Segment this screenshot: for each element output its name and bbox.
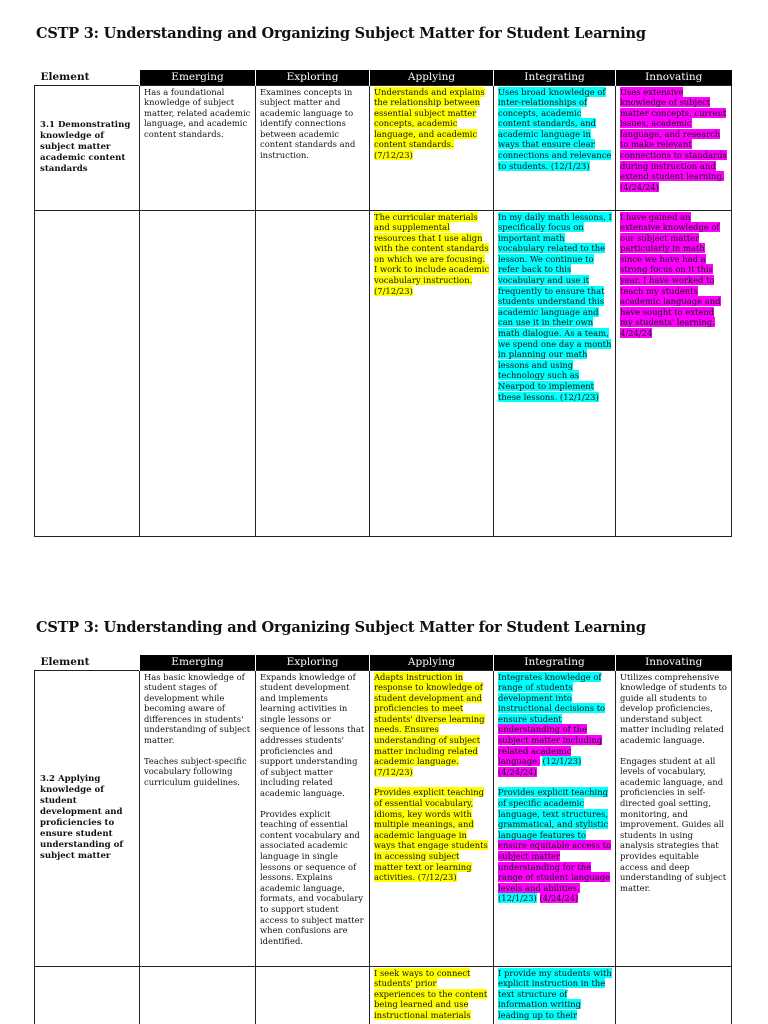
element-label: 3.2 Applying knowledge of student development and proficiencies to ensure student understanding of subject matter xyxy=(35,670,140,966)
header-applying: Applying xyxy=(370,70,494,85)
empty-cell xyxy=(35,210,140,536)
header-emerging: Emerging xyxy=(140,70,256,85)
header-integrating: Integrating xyxy=(494,655,616,670)
highlighted-text: Uses broad knowledge of inter-relationships of concepts, academic content standards, and academic language in ways that ensure clear connections and relevance to students. (12/1/23) xyxy=(498,86,612,171)
cell-paragraph: Engages student at all levels of vocabulary, academic language, and proficiencies in self-directed goal setting, monitoring, and improvement. Guides all students in using analysis strategies that provides equitable access and deep understanding of subject matter. xyxy=(620,755,727,893)
highlighted-text: Provides explicit teaching of essential vocabulary, idioms, key words with multiple meanings, and academic language in ways that engage students in accessing subject matter text or learning activities. (7/12/23) xyxy=(374,787,488,883)
page-1-section xyxy=(34,25,732,402)
page-title: CSTP 3: Understanding and Organizing Subject Matter for Student Learning xyxy=(36,619,646,636)
rubric-table xyxy=(34,655,732,1024)
highlighted-text: In my daily math lessons, I specifically focus on important math vocabulary related to the lesson. We continue to refer back to this vocabulary and use it frequently to ensure that students understand this academic language and can use it in their own math dialogue. As a team, we spend one day a month in planning our math lessons and using technology such as Nearpod to implement these lessons. (12/1/23) xyxy=(498,211,612,402)
empty-cell xyxy=(616,966,732,1024)
highlighted-text: Adapts instruction in response to knowledge of student development and proficiencies to meet students' diverse learning needs. Ensures understanding of subject matter including related academic language. (7/12/23) xyxy=(374,671,485,777)
table-row xyxy=(35,670,732,966)
empty-cell xyxy=(256,210,370,536)
integrating-cell xyxy=(494,670,616,966)
element-label: 3.1 Demonstrating knowledge of subject matter academic content standards xyxy=(35,85,140,210)
empty-cell xyxy=(35,966,140,1024)
cell-paragraph: Provides explicit teaching of essential content vocabulary and associated academic language in single lessons or sequence of lessons. Explains academic language, formats, and vocabulary to support student access to subject matter when confusions are identified. xyxy=(260,808,364,946)
cell-paragraph xyxy=(374,787,490,882)
cell-paragraph xyxy=(498,672,612,778)
applying-cell xyxy=(370,670,494,966)
date-highlight: (12/1/23) xyxy=(542,756,582,767)
empty-cell xyxy=(140,966,256,1024)
empty-cell xyxy=(256,966,370,1024)
applying-cell xyxy=(370,210,494,536)
header-element: Element xyxy=(35,655,140,670)
rubric-table xyxy=(34,70,732,537)
date-highlight: (12/1/23) xyxy=(498,893,537,904)
highlighted-text: understanding of the subject matter including related academic language. xyxy=(498,724,603,767)
header-element: Element xyxy=(35,70,140,85)
date-highlight: (4/24/24) xyxy=(539,893,579,904)
header-row xyxy=(35,655,732,670)
empty-cell xyxy=(140,210,256,536)
header-integrating: Integrating xyxy=(494,70,616,85)
applying-cell xyxy=(370,85,494,210)
header-row xyxy=(35,70,732,85)
cell-paragraph: Expands knowledge of student development and implements learning activities in single lessons or sequence of lessons that addresses students' proficiencies and support understanding of subject matter including related academic language. xyxy=(260,671,365,799)
highlighted-text: I seek ways to connect students' prior experiences to the content being learned and use instructional materials xyxy=(374,967,488,1020)
integrating-cell xyxy=(494,210,616,536)
cell-paragraph: Has basic knowledge of student stages of development while becoming aware of differences in students' understanding of subject matter. xyxy=(144,671,251,746)
header-exploring: Exploring xyxy=(256,70,370,85)
emerging-cell: Has a foundational knowledge of subject matter, related academic language, and academic content standards. xyxy=(140,85,256,210)
highlighted-text: I provide my students with explicit instruction in the text structure of information writing leading up to their xyxy=(498,967,612,1020)
table-row xyxy=(35,966,732,1024)
highlighted-text: Provides explicit teaching of specific academic language, text structures, grammatical, and stylistic language features to xyxy=(498,787,609,840)
cell-paragraph xyxy=(374,672,490,778)
table-row xyxy=(35,210,732,536)
integrating-cell xyxy=(494,85,616,210)
header-exploring: Exploring xyxy=(256,655,370,670)
table-row xyxy=(35,85,732,210)
page-title: CSTP 3: Understanding and Organizing Subject Matter for Student Learning xyxy=(36,25,646,42)
header-applying: Applying xyxy=(370,655,494,670)
header-innovating: Innovating xyxy=(616,70,732,85)
header-innovating: Innovating xyxy=(616,655,732,670)
highlighted-text: Understands and explains the relationship between essential subject matter concepts, academic language, and academic content standards. (7/12/23) xyxy=(374,86,485,161)
page-2-section xyxy=(34,619,732,1020)
emerging-cell xyxy=(140,670,256,966)
highlighted-text: Integrates knowledge of range of students development into instructional decisions to ensure student xyxy=(498,671,606,724)
date-highlight: (4/24/24) xyxy=(498,766,537,777)
innovating-cell xyxy=(616,670,732,966)
innovating-cell xyxy=(616,85,732,210)
highlighted-text: I have gained an extensive knowledge of our subject matter particularly in math since we have had a strong focus on it this year. I have worked to teach my students academic language and have sought to extend my students' learning. 4/24/24 xyxy=(620,211,721,339)
cell-paragraph: Teaches subject-specific vocabulary following curriculum guidelines. xyxy=(144,755,247,787)
exploring-cell: Examines concepts in subject matter and academic language to identify connections between academic content standards and instruction. xyxy=(256,85,370,210)
integrating-cell xyxy=(494,966,616,1024)
highlighted-text: The curricular materials and supplemental resources that I use align with the content standards on which we are focusing. I work to include academic vocabulary instruction. (7/12/23) xyxy=(374,211,490,296)
exploring-cell xyxy=(256,670,370,966)
highlighted-text: Uses extensive knowledge of subject matter concepts, current issues, academic language, and research to make relevant connections to standards during instruction and extend student learning. (4/24/24) xyxy=(620,86,727,192)
highlighted-text: ensure equitable access to subject matter understanding for the range of student language levels and abilities. xyxy=(498,840,612,893)
innovating-cell xyxy=(616,210,732,536)
cell-paragraph xyxy=(498,787,612,904)
cell-paragraph: Utilizes comprehensive knowledge of students to guide all students to develop proficiencies, understand subject matter including related academic language. xyxy=(620,671,727,746)
header-emerging: Emerging xyxy=(140,655,256,670)
applying-cell xyxy=(370,966,494,1024)
